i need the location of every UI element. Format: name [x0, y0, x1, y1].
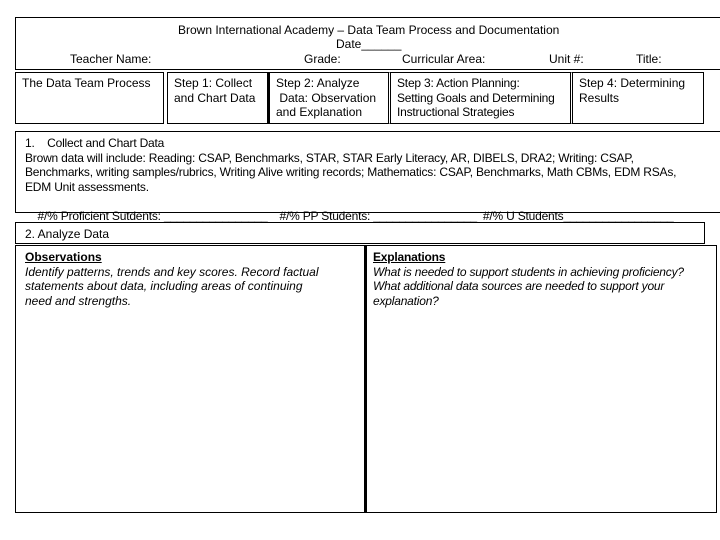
step-1-box [167, 72, 269, 124]
section2-heading: 2. Analyze Data [25, 227, 110, 241]
step-1-line1: Step 1: Collect [174, 76, 253, 90]
pp-students-field[interactable]: #/% PP Students: ________________ [279, 208, 477, 223]
explanations-box[interactable] [364, 245, 717, 513]
process-label-text: The Data Team Process [22, 76, 151, 90]
title-label: Title: [636, 52, 662, 66]
step-2-box [267, 72, 389, 124]
header-box [15, 17, 720, 70]
proficient-students-field[interactable]: #/% Proficient Sutdents: ________________ [37, 208, 268, 223]
step-4-box [570, 72, 704, 124]
step-2-line3: and Explanation [276, 105, 363, 119]
step-4-line2: Results [579, 90, 620, 105]
observations-title: Observations [25, 250, 102, 264]
teacher-name-label: Teacher Name: [70, 52, 152, 66]
grade-label: Grade: [304, 52, 341, 66]
date-field[interactable]: Date______ [336, 37, 402, 51]
explanations-prompt-2: What additional data sources are needed to support your [373, 279, 665, 293]
observations-box[interactable] [15, 245, 366, 513]
step-3-line2: Setting Goals and Determining [397, 90, 555, 105]
curricular-area-label: Curricular Area: [402, 52, 486, 66]
data-sources-line1: Brown data will include: Reading: CSAP, Benchmarks, STAR, STAR Early Literacy, AR, DIBELS, DRA2; Writing: CSAP, [25, 150, 634, 165]
step-3-line1: Step 3: Action Planning: [397, 76, 520, 90]
step-2-line2: Data: Observation [276, 90, 377, 105]
step-4-line1: Step 4: Determining [579, 76, 686, 90]
explanations-prompt-1: What is needed to support students in achieving proficiency? [373, 264, 684, 279]
collect-data-section [15, 131, 720, 223]
observations-prompt-3: need and strengths. [25, 293, 132, 308]
step-3-line3: Instructional Strategies [397, 105, 515, 119]
data-sources-line2: Benchmarks, writing samples/rubrics, Writing Alive writing records; Mathematics: CSAP, Benchmarks, Math CBMs, EDM RSAs, [25, 165, 677, 179]
data-team-process-label [15, 72, 164, 124]
analyze-data-heading [15, 222, 705, 244]
unit-label: Unit #: [549, 52, 584, 66]
explanations-prompt-3: explanation? [373, 293, 439, 308]
u-students-field[interactable]: #/% U Students_________________ [482, 208, 674, 223]
observations-prompt-2: statements about data, including areas of continuing [25, 279, 303, 293]
step-1-line2: and Chart Data [174, 90, 256, 105]
step-2-line1: Step 2: Analyze [276, 76, 360, 90]
step-3-box [388, 72, 571, 124]
data-sources-line3: EDM Unit assessments. [25, 179, 149, 194]
observations-prompt-1: Identify patterns, trends and key scores. Record factual [25, 264, 319, 279]
explanations-title: Explanations [373, 250, 446, 264]
document-title: Brown International Academy – Data Team Process and Documentation [178, 23, 560, 37]
section1-heading: 1. Collect and Chart Data [25, 136, 165, 150]
